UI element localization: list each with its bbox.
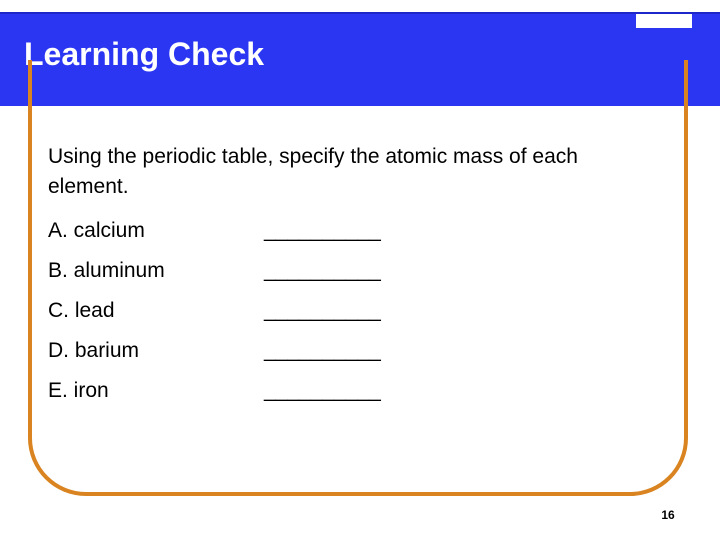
answer-item-iron	[48, 376, 408, 406]
answer-blank: __________	[264, 259, 381, 282]
page-number: 16	[661, 508, 675, 522]
answer-item-lead	[48, 296, 408, 326]
slide-title: Learning Check	[24, 36, 265, 72]
item-label: E. iron	[48, 379, 109, 402]
answer-blank: __________	[264, 219, 381, 242]
title-bar-notch	[636, 14, 692, 28]
item-label: B. aluminum	[48, 259, 165, 282]
answer-item-barium	[48, 336, 408, 366]
answer-blank: __________	[264, 379, 381, 402]
answer-item-calcium	[48, 216, 408, 246]
question-text: Using the periodic table, specify the atomic mass of each element.	[48, 145, 578, 198]
item-label: D. barium	[48, 339, 140, 362]
answer-blank: __________	[264, 299, 381, 322]
answer-blank: __________	[264, 339, 381, 362]
item-label: C. lead	[48, 299, 115, 322]
item-label: A. calcium	[48, 219, 145, 242]
answer-item-aluminum	[48, 256, 408, 286]
